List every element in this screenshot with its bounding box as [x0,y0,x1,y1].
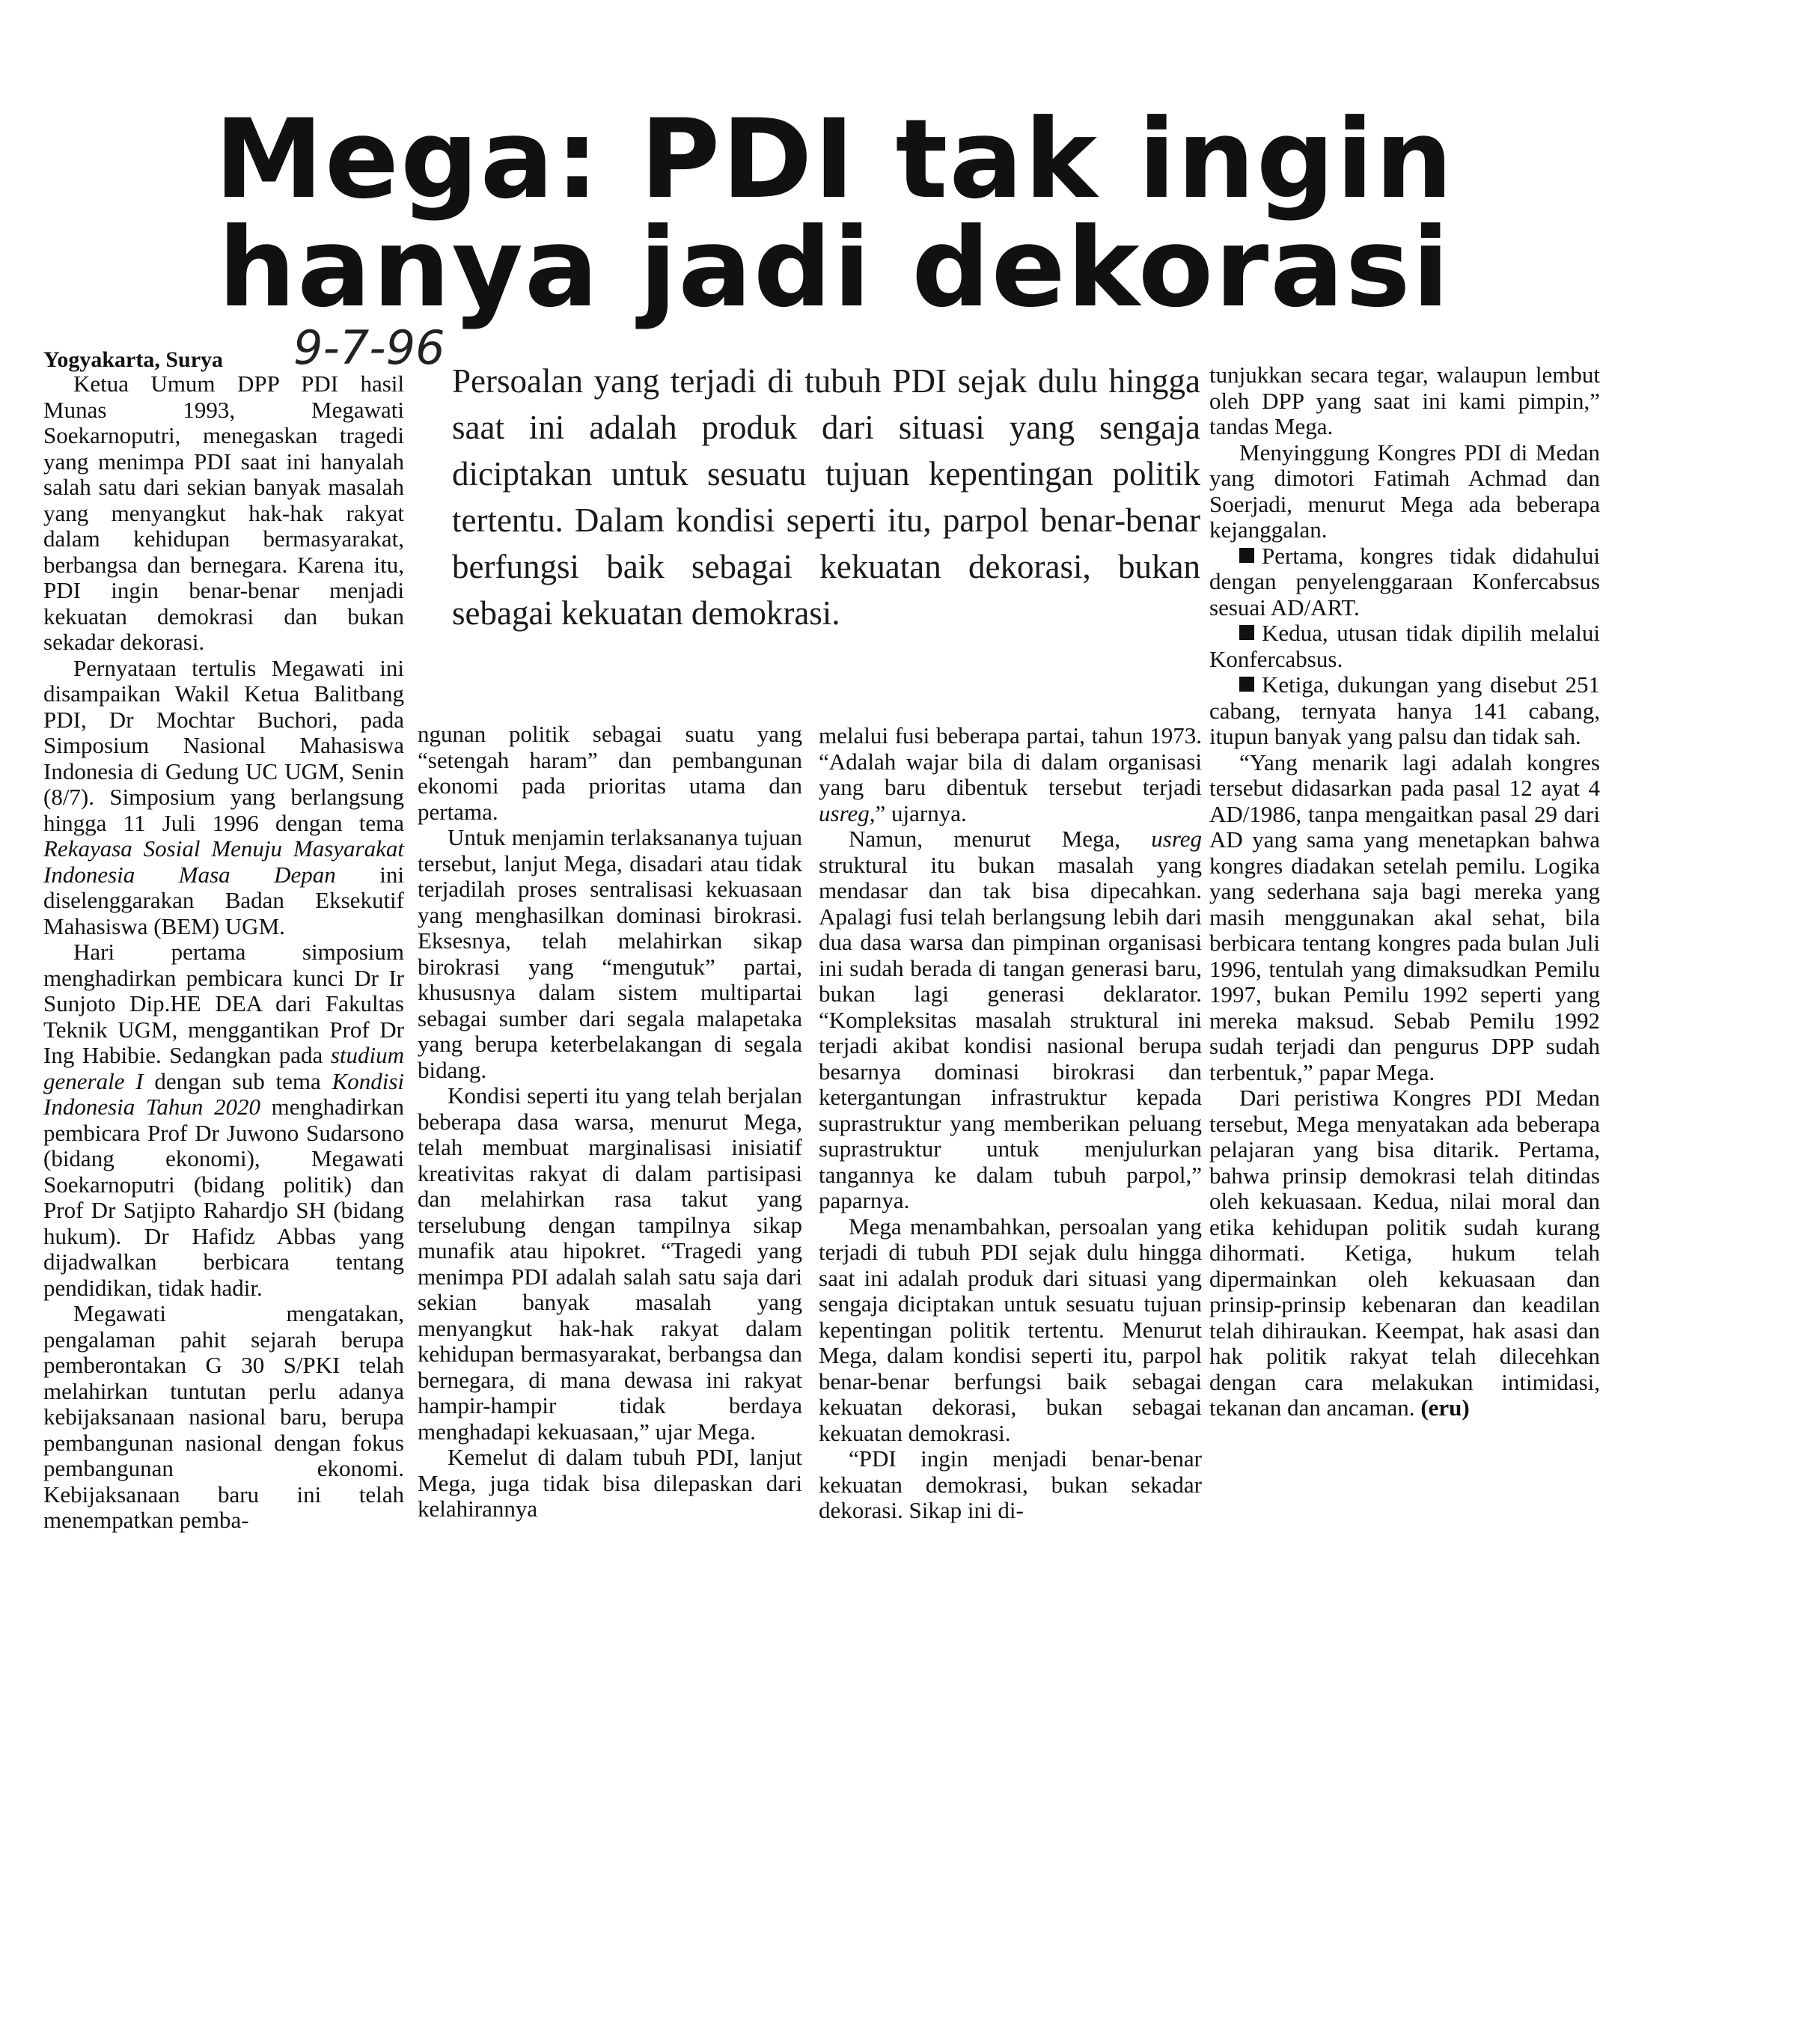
paragraph: melalui fusi beberapa partai, tahun 1973. “Adalah wajar bila di dalam organisasi yang baru dibentuk tersebut terjadi usreg,” ujarnya. [819,722,1202,826]
paragraph: “Yang menarik lagi adalah kongres tersebut didasarkan pada pasal 12 ayat 4 AD/1986, tanpa mengaitkan pasal 29 dari AD yang sama yang menetapkan bahwa kongres diadakan setelah pemilu. Logika yang sederhana saja bagi mereka yang masih menggunakan akal sehat, bila berbicara tentang kongres pada bulan Juli 1996, tentulah yang dimaksudkan Pemilu 1997, bukan Pemilu 1992 seperti yang mereka maksud. Sebab Pemilu 1992 sudah terjadi dan pengurus DPP sudah terbentuk,” papar Mega. [1209,749,1600,1085]
bullet-square-icon [1239,548,1254,563]
byline: (eru) [1420,1394,1470,1421]
paragraph: Namun, menurut Mega, usreg struktural itu bukan masalah yang mendasar dan tak bisa dipecahkan. Apalagi fusi telah berlangsung lebih dari dua dasa warsa dan pimpinan organisasi ini sudah berada di tangan generasi baru, bukan lagi generasi deklarator. “Kompleksitas masalah struktural ini terjadi akibat kondisi nasional berupa besarnya dominasi birokrasi dan ketergantungan infrastruktur kepada suprastruktur yang memberikan peluang suprastruktur untuk menjulurkan tangannya ke dalam tubuh parpol,” paparnya. [819,826,1202,1213]
headline-line-2: hanya jadi dekorasi [218,204,1451,332]
paragraph: tunjukkan secara tegar, walaupun lembut oleh DPP yang saat ini kami pimpin,” tandas Mega. [1209,362,1600,439]
paragraph: Untuk menjamin terlaksananya tujuan tersebut, lanjut Mega, disadari atau tidak terjadilah proses sentralisasi kekuasaan yang menghasilkan dominasi birokrasi. Eksesnya, telah melahirkan sikap birokrasi yang “mengutuk” partai, khususnya dalam sistem multipartai sebagai sumber dari segala malapetaka yang berupa keterbelakangan di segala bidang. [418,824,802,1083]
article-column-4 [1209,362,1600,1421]
bullet-item: Pertama, kongres tidak didahului dengan penyelenggaraan Konfercabsus sesuai AD/ART. [1209,542,1600,621]
paragraph: ngunan politik sebagai suatu yang “setengah haram” dan pembangunan ekonomi pada prioritas utama dan pertama. [418,721,802,825]
paragraph: Megawati mengatakan, pengalaman pahit sejarah berupa pemberontakan G 30 S/PKI telah melahirkan tuntutan perlu adanya kebijaksanaan nasional baru, berupa pembangunan nasional dengan fokus pembangunan ekonomi. Kebijaksanaan baru ini telah menempatkan pemba- [43,1300,404,1533]
bullet-item: Kedua, utusan tidak dipilih melalui Konfercabsus. [1209,620,1600,672]
article-column-1 [43,371,404,1534]
article-column-3 [819,723,1202,1524]
paragraph: Pernyataan tertulis Megawati ini disampaikan Wakil Ketua Balitbang PDI, Dr Mochtar Buchori, pada Simposium Nasional Mahasiswa Indonesia di Gedung UC UGM, Senin (8/7). Simposium yang berlangsung hingga 11 Juli 1996 dengan tema Rekayasa Sosial Menuju Masyarakat Indonesia Masa Depan ini diselenggarakan Badan Eksekutif Mahasiswa (BEM) UGM. [43,654,405,939]
bullet-square-icon [1239,677,1254,692]
bullet-square-icon [1239,625,1254,640]
paragraph: Hari pertama simposium menghadirkan pembicara kunci Dr Ir Sunjoto Dip.HE DEA dari Fakultas Teknik UGM, menggantikan Prof Dr Ing Habibie. Sedangkan pada studium generale I dengan sub tema Kondisi Indonesia Tahun 2020 menghadirkan pembicara Prof Dr Juwono Sudarsono (bidang ekonomi), Megawati Soekarnoputri (bidang politik) dan Prof Dr Satjipto Rahardjo SH (bidang hukum). Dr Hafidz Abbas yang dijadwalkan berbicara tentang pendidikan, tidak hadir. [43,939,405,1301]
paragraph: Menyinggung Kongres PDI di Medan yang dimotori Fatimah Achmad dan Soerjadi, menurut Mega ada beberapa kejanggalan. [1209,439,1600,543]
headline-line-1: Mega: PDI tak ingin [214,96,1455,223]
article-column-2 [418,722,802,1522]
handwritten-date: 9-7-96 [293,320,445,375]
pull-quote: Persoalan yang terjadi di tubuh PDI sejak dulu hingga saat ini adalah produk dari situasi yang sengaja diciptakan untuk sesuatu tujuan kepentingan politik tertentu. Dalam kondisi seperti itu, parpol benar-benar berfungsi baik sebagai kekuatan dekorasi, bukan sebagai kekuatan demokrasi. [452,362,1200,632]
paragraph: Dari peristiwa Kongres PDI Medan tersebut, Mega menyatakan ada beberapa pelajaran yang bisa ditarik. Pertama, bahwa prinsip demokrasi telah ditindas oleh kekuasaan. Kedua, nilai moral dan etika kehidupan politik sudah kurang dihormati. Ketiga, hukum telah dipermainkan oleh kekuasaan dan prinsip-prinsip kebenaran dan keadilan telah dihiraukan. Keempat, hak asasi dan hak politik rakyat telah dilecehkan dengan cara melakukan intimidasi, tekanan dan ancaman. (eru) [1209,1085,1600,1421]
paragraph: Ketua Umum DPP PDI hasil Munas 1993, Megawati Soekarnoputri, menegaskan tragedi yang menimpa PDI saat ini hanyalah salah satu dari sekian banyak masalah yang menyangkut hak-hak rakyat dalam kehidupan bermasyarakat, berbangsa dan bernegara. Karena itu, PDI ingin benar-benar menjadi kekuatan demokrasi dan bukan sekadar dekorasi. [43,371,404,655]
paragraph: Mega menambahkan, persoalan yang terjadi di tubuh PDI sejak dulu hingga saat ini adalah produk dari situasi yang sengaja diciptakan untuk sesuatu tujuan kepentingan politik tertentu. Menurut Mega, dalam kondisi seperti itu, parpol benar-benar berfungsi baik sebagai kekuatan dekorasi, bukan sebagai kekuatan demokrasi. [819,1213,1202,1446]
paragraph: Kemelut di dalam tubuh PDI, lanjut Mega, juga tidak bisa dilepaskan dari kelahirannya [418,1444,802,1522]
dateline: Yogyakarta, Surya [43,347,224,372]
bullet-item: Ketiga, dukungan yang disebut 251 cabang, ternyata hanya 141 cabang, itupun banyak yang palsu dan tidak sah. [1209,671,1600,749]
paragraph: “PDI ingin menjadi benar-benar kekuatan demokrasi, bukan sekadar dekorasi. Sikap ini di- [819,1445,1202,1523]
paragraph: Kondisi seperti itu yang telah berjalan beberapa dasa warsa, menurut Mega, telah membuat marginalisasi inisiatif kreativitas rakyat di dalam partisipasi dan melahirkan rasa takut yang terselubung dengan tampilnya sikap munafik atau hipokret. “Tragedi yang menimpa PDI adalah salah satu saja dari sekian banyak masalah yang menyangkut hak-hak rakyat dalam kehidupan bermasyarakat, berbangsa dan bernegara, di mana dewasa ini rakyat hampir-hampir tidak berdaya menghadapi kekuasaan,” ujar Mega. [418,1082,802,1445]
